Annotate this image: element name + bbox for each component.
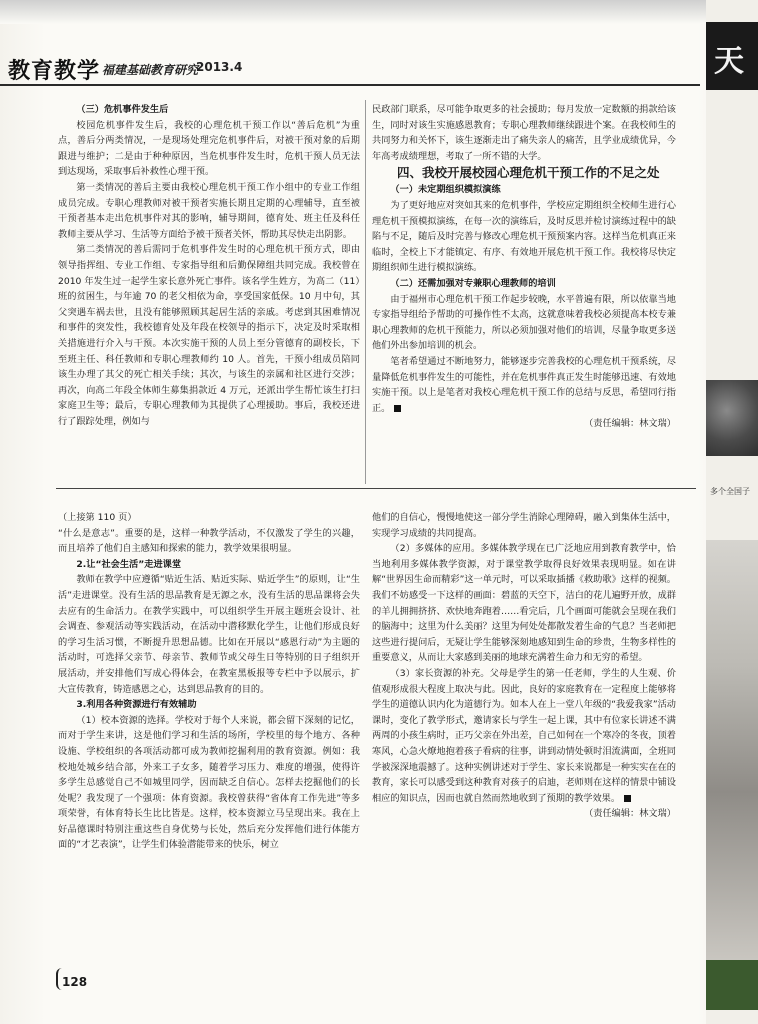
end-mark	[624, 795, 631, 802]
paragraph: 由于福州市心理危机干预工作起步较晚，水平普遍有限，所以依靠当地专家指导组给予帮助的可操作性不太高，这就意味着我校必须提高本校专兼职心理教师的危机干预能力，所以必须加强对他们的培训，尽量争取更多送他们外出参加培训的机会。	[372, 293, 676, 352]
editor-credit: （责任编辑：林文瑞）	[584, 808, 676, 820]
end-mark	[394, 405, 401, 412]
subheading-resources: 3.利用各种资源进行有效辅助	[76, 699, 197, 711]
header-rule	[0, 84, 700, 86]
paragraph-closing	[372, 354, 676, 416]
header-year-issue: 2013.4	[196, 60, 243, 74]
adjacent-page-heading: 天	[714, 44, 744, 79]
paragraph: （2）多媒体的应用。多媒体教学现在已广泛地应用到教育教学中，恰当地利用多媒体教学资源，对于课堂教学取得良好效果表现明显。如在讲解“世界因生命而精彩”这一单元时，可以采取插播《救助歌》这样的视频。我们不妨感受一下这样的画面：碧蓝的天空下，洁白的花儿遍野开放，成群的羊儿拥拥挤挤、欢快地奔跑着……看完后，几个画面可能就会呈现在我们的脑海中；这里为什么美丽？这里为何处处都散发着生命的气息？当老师把这些进行提问后，无疑让学生能够深刻地感知到生命的珍贵，生物多样性的重要意义，从而让大家感到美丽的地球充满着生命力和无穷的希望。	[372, 543, 676, 664]
section-heading-shortcomings: 四、我校开展校园心理危机干预工作的不足之处	[397, 165, 660, 181]
adjacent-page-photo	[706, 960, 758, 1010]
editor-credit: （责任编辑：林文瑞）	[584, 418, 676, 430]
subheading-drill: （一）未定期组织模拟演练	[390, 184, 501, 196]
adjacent-page-photo	[706, 540, 758, 960]
paragraph: 第一类情况的善后主要由我校心理危机干预工作小组中的专业工作组成员完成。专职心理教师对被干预者实施长期且定期的心理辅导，直至被干预者基本走出危机事件对其的影响，辅导期间，德育处、班主任及科任教师主要从学习、生活等方面给予被干预者关怀，帮助其尽快走出阴影。	[58, 181, 360, 240]
paragraph: 民政部门联系，尽可能争取更多的社会援助；每月发放一定数额的捐款给该生，同时对该生实施感恩教育；专职心理教师继续跟进个案。在我校师生的共同努力和关怀下，该生逐渐走出了痛失亲人的痛苦，且学业成绩优异，今年高考成绩理想，考取了一所不错的大学。	[372, 104, 676, 162]
subheading-social-life: 2.让“社会生活”走进课堂	[76, 558, 182, 570]
column-top-right	[372, 102, 676, 432]
header-subtitle: 福建基础教育研究	[102, 63, 199, 77]
column-bottom-right	[372, 510, 676, 822]
paragraph: “什么是意志”。重要的是，这样一种教学活动，不仅激发了学生的兴趣，而且培养了他们自主感知和探索的能力，教学效果很明显。	[58, 527, 360, 555]
paragraph: 第二类情况的善后需同于危机事件发生时的心理危机干预方式，即由领导指挥组、专业工作组、专家指导组和后勤保障组共同完成。我校曾在 2010 年发生过一起学生家长意外死亡事件。该名学生姓方，为高二（11）班的贫困生，与年逾 70 的老父相依为命，享受国家低保。10 月中旬，其父突遇车祸去世，且没有能够照顾其起居生活的亲戚。考虑到其困难情况和事件的突发性，我校德育处及年段在校领导的指示下，决定及时采取相关措施进行介入与干预。本次实施干预的人员上至分管德育的副校长，下至班主任、科任教师和专职心理教师约 10 人。首先，干预小组成员陪同该生办理了其父的死亡相关手续；其次，与该生的亲属和社区进行交涉；再次，向高二年段全体师生募集捐款近 4 万元，还派出学生帮忙该生打扫家庭卫生等；最后，专职心理教师为其提供了心理援助。事后，我校还进行了跟踪处理，例如与	[58, 244, 360, 427]
closing-text: 笔者希望通过不断地努力，能够逐步完善我校的心理危机干预系统，尽量降低危机事件发生的可能性，并在危机事件真正发生时能够迅速、有效地实施干预。以上是笔者对我校心理危机干预工作的总结与反思，希望同行指正。	[372, 355, 676, 414]
paragraph-closing	[372, 666, 676, 806]
subheading-training: （二）还需加强对专兼职心理教师的培训	[390, 277, 556, 289]
header-title: 教育教学	[8, 59, 101, 84]
paragraph: 校园危机事件发生后，我校的心理危机干预工作以“善后危机”为重点，善后分两类情况，一是现场处理完危机事件后，对被干预对象的后期跟进与维护；二是由于种种原因，当危机事件发生时，危机干预人员无法到达现场，采取事后补救性心理干预。	[58, 119, 360, 178]
paragraph: 为了更好地应对突如其来的危机事件，学校应定期组织全校师生进行心理危机干预模拟演练，在每一次的演练后，及时反思并检讨演练过程中的缺陷与不足，随后及时完善与修改心理危机干预预案内容。这样当危机真正来临时，全校上下才能镇定、有序、有效地开展危机干预工作。我校将尽快定期组织师生进行模拟演练。	[372, 199, 676, 274]
paragraph: 教师在教学中应遵循“贴近生活、贴近实际、贴近学生”的原则，让“生活”走进课堂。没有生活的思品教育是无源之水，没有生活的思品课将会失去应有的生命活力。在教学实践中，可以组织学生开展主题班会设计、社会调查、参观活动等实践活动，在活动中潜移默化学生，让他们形成良好的学习生活习惯，不断提升思想品德。比如在开展以“感恩行动”为主题的活动时，可选择父亲节、母亲节、教师节或父母生日等特别的日子组织开展活动，并安排他们写成心得体会，在教室黑板报等专栏中予以展示，扩大宣传教育，铸造感恩之心，达到思品教育的目的。	[58, 574, 360, 695]
journal-header	[8, 52, 248, 86]
section-heading-crisis-after: （三）危机事件发生后	[76, 104, 169, 115]
scan-edge	[0, 0, 758, 24]
paragraph: 他们的自信心，慢慢地使这一部分学生消除心理障碍，融入到集体生活中，实现学习成绩的共同提高。	[372, 512, 676, 539]
article-separator	[56, 488, 696, 489]
adjacent-page-photo	[706, 380, 758, 456]
page-number: 128	[62, 975, 88, 989]
continued-from: （上接第 110 页）	[58, 512, 137, 523]
adjacent-page-caption: 多个全国子	[710, 487, 750, 496]
column-bottom-left	[58, 510, 360, 853]
column-top-left	[58, 102, 360, 429]
adjacent-page-strip	[706, 0, 758, 1024]
column-divider	[365, 100, 366, 484]
closing-text: （3）家长资源的补充。父母是学生的第一任老师，学生的人生观、价值观形成很大程度上取决与此。因此，良好的家庭教育在一定程度上能够将学生的道德认识内化为道德行为。如本人在上一堂八年级的“我爱我家”活动课时，变化了教学形式，邀请家长与学生一起上课，其中有位家长讲述不满两周的小孩生病时，正巧父亲在外出差，自己如何在一个寒冷的冬夜，顶着寒风，心急火燎地抱着孩子看病的往事，讲到动情处顿时泪流满面，全班同学被深深地震撼了。这种实例讲述对于学生、家长来说都是一种实实在在的教育，家长可以感受到这种教育对孩子的启迪，老师则在这样的情景中铺设相应的知识点，因而也就自然而然地收到了预期的教学效果。	[372, 667, 676, 804]
paragraph: （1）校本资源的选择。学校对于每个人来说，都会留下深刻的记忆，而对于学生来讲，这是他们学习和生活的场所，学校里的每个地方、各种设施、学校组织的各项活动都可成为教师挖掘利用的教育资源。例如：我校地处城乡结合部，外来工子女多，随着学习压力、难度的增强，使得许多学生总感觉自己不如城里同学，因而缺乏自信心。怎样去挖掘他们的长处呢？我发现了一个强项：体育资源。我校曾获得“省体育工作先进”等多项荣誉，有体育特长生比比皆是。这样，校本资源立马呈现出来。我在上好品德课时特别注重这些自身优势与长处，然后充分发挥他们进行体能方面的“才艺表演”，让学生们体验潜能带来的快乐，树立	[58, 714, 360, 851]
